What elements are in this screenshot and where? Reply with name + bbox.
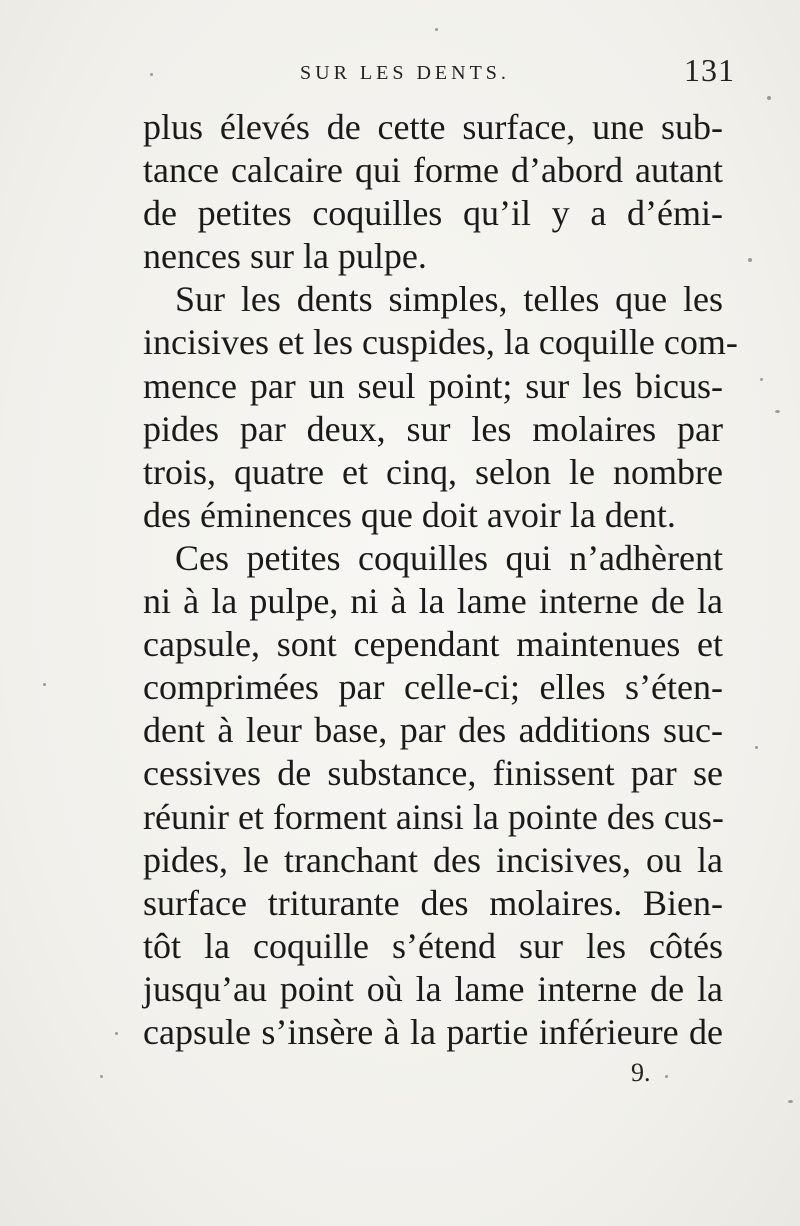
running-head: SUR LES DENTS. — [300, 62, 510, 84]
scan-speck — [788, 1100, 793, 1103]
scan-speck — [150, 73, 153, 76]
text-line: surface triturante des molaires. Bien- — [143, 882, 723, 923]
text-line: capsule s’insère à la partie inférieure de — [143, 1011, 723, 1052]
text-line: Sur les dents simples, telles que les — [175, 279, 723, 320]
text-line: nences sur la pulpe. — [143, 236, 427, 277]
text-line: incisives et les cuspides, la coquille com- — [143, 322, 738, 363]
scan-speck — [665, 1075, 668, 1078]
text-line: pides, le tranchant des incisives, ou la — [143, 839, 723, 880]
text-line: de petites coquilles qu’il y a d’émi- — [143, 193, 723, 234]
text-line: cessives de substance, finissent par se — [143, 753, 723, 794]
scan-speck — [115, 1032, 118, 1035]
scan-speck — [760, 378, 763, 381]
text-line: Ces petites coquilles qui n’adhèrent — [175, 537, 723, 578]
scan-speck — [100, 1075, 103, 1078]
text-line: dent à leur base, par des additions suc- — [143, 710, 723, 751]
scan-speck — [435, 28, 438, 31]
text-line: plus élevés de cette surface, une sub- — [143, 107, 723, 147]
scan-speck — [775, 410, 780, 413]
text-line: jusqu’au point où la lame interne de la — [143, 968, 723, 1009]
page-number: 131 — [684, 52, 735, 88]
scan-speck — [767, 96, 771, 100]
text-line: pides par deux, sur les molaires par — [143, 408, 723, 449]
text-line: mence par un seul point; sur les bicus- — [143, 365, 723, 406]
body-text — [143, 106, 738, 1054]
text-line: capsule, sont cependant maintenues et — [143, 624, 723, 665]
text-line: tôt la coquille s’étend sur les côtés — [143, 925, 723, 966]
scan-speck — [748, 258, 752, 262]
scan-speck — [755, 746, 758, 749]
scan-speck — [43, 683, 46, 686]
text-line: ni à la pulpe, ni à la lame interne de la — [143, 581, 723, 622]
text-line: comprimées par celle-ci; elles s’éten- — [143, 667, 723, 708]
text-line: réunir et forment ainsi la pointe des cus- — [143, 796, 724, 837]
text-line: trois, quatre et cinq, selon le nombre — [143, 451, 723, 492]
text-line: des éminences que doit avoir la dent. — [143, 494, 676, 535]
text-line: tance calcaire qui forme d’abord autant — [143, 150, 723, 191]
signature-mark: 9. — [631, 1058, 651, 1087]
